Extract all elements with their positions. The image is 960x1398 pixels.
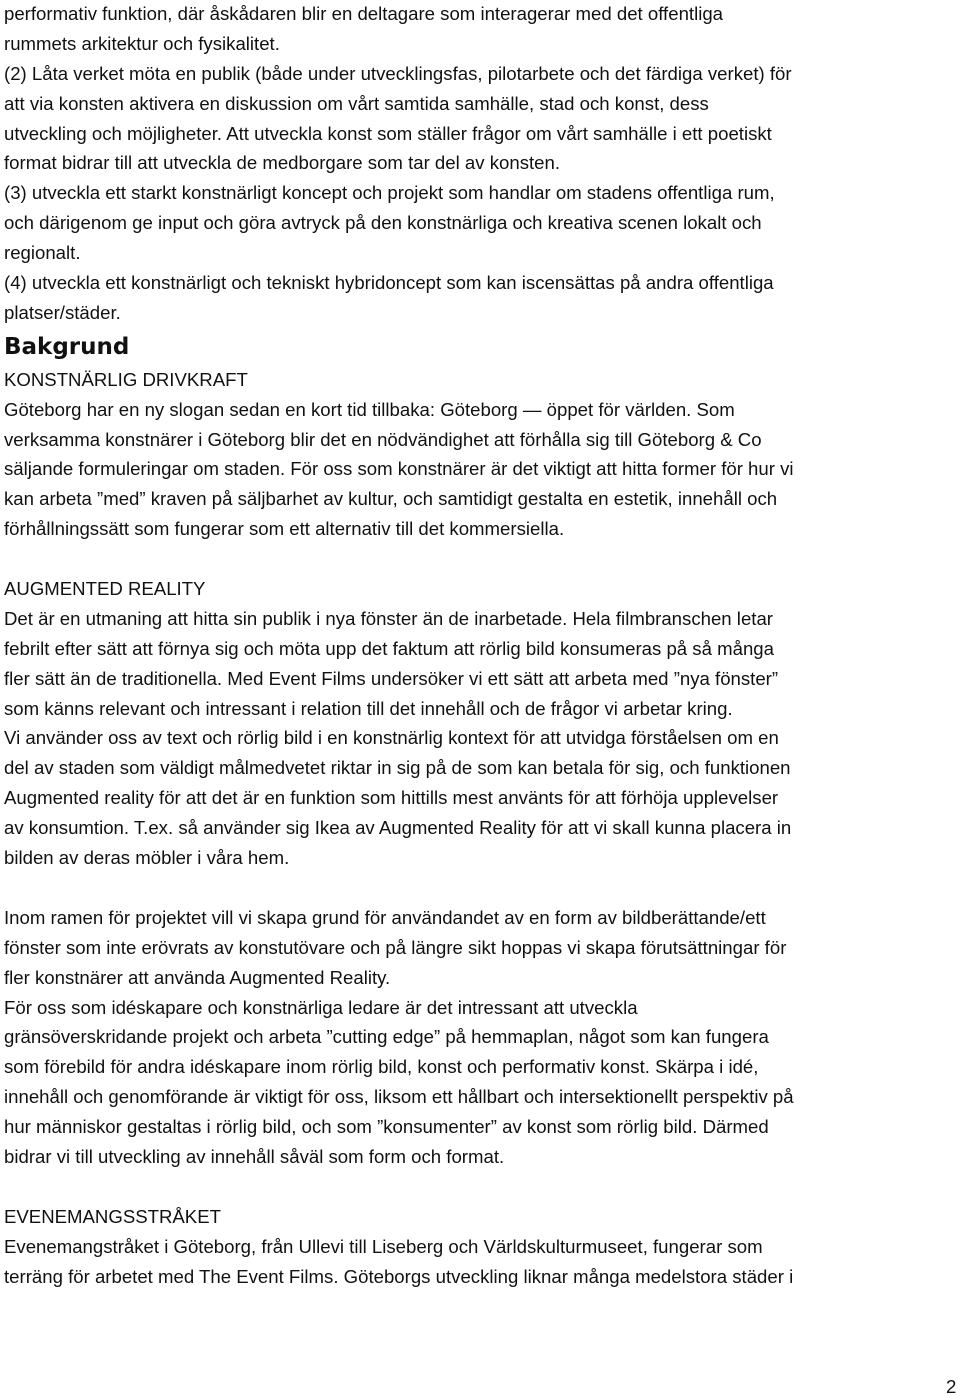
- text-line: innehåll och genomförande är viktigt för oss, liksom ett hållbart och intersektionellt perspektiv på: [4, 1086, 794, 1108]
- text-line: bidrar vi till utveckling av innehåll såväl som form och format.: [4, 1145, 505, 1167]
- section-evenemangsstraket: [4, 1202, 960, 1292]
- text-line: Det är en utmaning att hitta sin publik i nya fönster än de inarbetade. Hela filmbranschen letar: [4, 607, 773, 629]
- section-title: EVENEMANGSSTRÅKET: [4, 1205, 221, 1227]
- section-konstnarlig-drivkraft: [4, 365, 960, 544]
- text-line: terräng för arbetet med The Event Films. Göteborgs utveckling liknar många medelstora städer i: [4, 1265, 794, 1287]
- text-line: Vi använder oss av text och rörlig bild i en konstnärlig kontext för att utvidga förståelsen om en: [4, 727, 779, 749]
- text-line: fler konstnärer att använda Augmented Reality.: [4, 966, 391, 988]
- text-line: som känns relevant och intressant i relation till det innehåll och de frågor vi arbetar kring.: [4, 697, 733, 719]
- text-line: fönster som inte erövrats av konstutövare och på längre sikt hoppas vi skapa förutsättningar för: [4, 936, 787, 958]
- text-line: För oss som idéskapare och konstnärliga ledare är det intressant att utveckla: [4, 996, 638, 1018]
- document-page: [4, 0, 960, 1291]
- text-line: som förebild för andra idéskapare inom rörlig bild, konst och performativ konst. Skärpa i idé,: [4, 1056, 759, 1078]
- text-line: Evenemangstråket i Göteborg, från Ullevi till Liseberg och Världskulturmuseet, fungerar som: [4, 1235, 763, 1257]
- paragraph-gap: [4, 1172, 960, 1202]
- text-line: Inom ramen för projektet vill vi skapa grund för användandet av en form av bildberättande/ett: [4, 906, 766, 928]
- text-line: del av staden som väldigt målmedvetet riktar in sig på de som kan betala för sig, och funktionen: [4, 757, 791, 779]
- text-line: hur människor gestaltas i rörlig bild, och som ”konsumenter” av konst som rörlig bild. Därmed: [4, 1116, 769, 1138]
- page-number: 2: [946, 1376, 957, 1397]
- text-line: (4) utveckla ett konstnärligt och tekniskt hybridoncept som kan iscensättas på andra offentliga: [4, 272, 774, 294]
- text-line: och därigenom ge input och göra avtryck på den konstnärliga och kreativa scenen lokalt och: [4, 212, 762, 234]
- text-line: febrilt efter sätt att förnya sig och möta upp det faktum att rörlig bild konsumeras på så många: [4, 637, 774, 659]
- text-line: utveckling och möjligheter. Att utveckla konst som ställer frågor om vårt samhälle i ett poetiskt: [4, 122, 772, 144]
- section-title: AUGMENTED REALITY: [4, 578, 206, 600]
- text-line: Göteborg har en ny slogan sedan en kort tid tillbaka: Göteborg — öppet för världen. Som: [4, 398, 735, 420]
- text-line: att via konsten aktivera en diskussion om vårt samtida samhälle, stad och konst, dess: [4, 92, 709, 114]
- section-heading: Bakgrund: [4, 333, 130, 360]
- section-title: KONSTNÄRLIG DRIVKRAFT: [4, 368, 248, 390]
- text-line: (3) utveckla ett starkt konstnärligt koncept och projekt som handlar om stadens offentliga rum,: [4, 182, 775, 204]
- text-line: bilden av deras möbler i våra hem.: [4, 847, 290, 869]
- section-project-frame: [4, 903, 960, 1172]
- text-line: format bidrar till att utveckla de medborgare som tar del av konsten.: [4, 152, 561, 174]
- text-line: gränsöverskridande projekt och arbeta ”cutting edge” på hemmaplan, något som kan fungera: [4, 1026, 769, 1048]
- text-line: fler sätt än de traditionella. Med Event Films undersöker vi ett sätt att arbeta med ”nya fönster”: [4, 667, 779, 689]
- text-line: Augmented reality för att det är en funktion som hittills mest använts för att förhöja upplevelser: [4, 787, 779, 809]
- text-line: verksamma konstnärer i Göteborg blir det en nödvändighet att förhålla sig till Göteborg & Co: [4, 428, 762, 450]
- text-line: regionalt.: [4, 242, 81, 264]
- text-line: rummets arkitektur och fysikalitet.: [4, 32, 280, 54]
- text-line: av konsumtion. T.ex. så använder sig Ikea av Augmented Reality för att vi skall kunna placera in: [4, 817, 792, 839]
- paragraph-gap: [4, 544, 960, 574]
- text-line: platser/städer.: [4, 301, 121, 323]
- intro-text: [4, 0, 960, 328]
- text-line: (2) Låta verket möta en publik (både under utvecklingsfas, pilotarbete och det färdiga verket) för: [4, 62, 792, 84]
- text-line: förhållningssätt som fungerar som ett alternativ till det kommersiella.: [4, 518, 565, 540]
- text-line: kan arbeta ”med” kraven på säljbarhet av kultur, och samtidigt gestalta en estetik, innehåll och: [4, 488, 778, 510]
- text-line: performativ funktion, där åskådaren blir en deltagare som interagerar med det offentliga: [4, 3, 724, 24]
- section-augmented-reality: [4, 574, 960, 873]
- text-line: säljande formuleringar om staden. För oss som konstnärer är det viktigt att hitta former för hur vi: [4, 458, 794, 480]
- paragraph-gap: [4, 873, 960, 903]
